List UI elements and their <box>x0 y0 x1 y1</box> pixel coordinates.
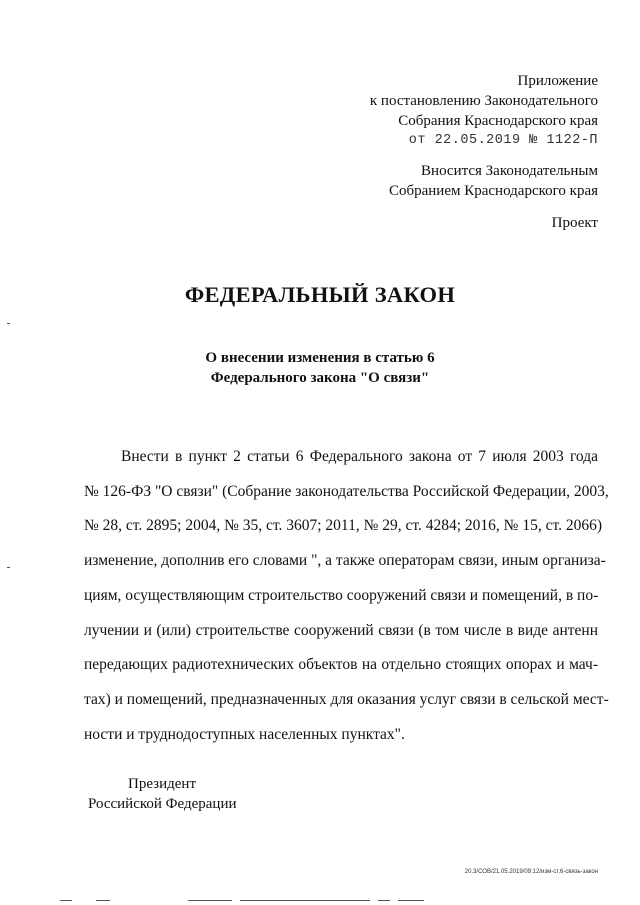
subject-line-1: О внесении изменения в статью 6 <box>205 350 435 366</box>
draft-label: Проект <box>551 215 598 231</box>
subject-line-2: Федерального закона "О связи" <box>210 370 430 386</box>
body-line: изменение, дополнив его словами ", а также операторам связи, иным организа- <box>84 552 606 570</box>
scan-bottom-rule <box>96 900 110 901</box>
signature-line-2: Российской Федерации <box>88 796 237 812</box>
submitted-line-2: Собранием Краснодарского края <box>388 183 598 199</box>
body-line: передающих радиотехнических объектов на отдельно стоящих опорах и мач- <box>84 656 598 674</box>
scan-mark <box>7 323 10 324</box>
signature-block <box>88 774 237 814</box>
body-line: Внести в пункт 2 статьи 6 Федерального закона от 7 июля 2003 года <box>121 448 598 465</box>
law-title: ФЕДЕРАЛЬНЫЙ ЗАКОН <box>184 282 456 307</box>
body-line: № 28, ст. 2895; 2004, № 35, ст. 3607; 2011, № 29, ст. 4284; 2016, № 15, ст. 2066) <box>84 517 602 535</box>
submitted-by-block <box>389 161 598 201</box>
registration-stamp: от 22.05.2019 № 1122-П <box>408 133 598 148</box>
signature-line-1: Президент <box>128 776 196 792</box>
submitted-line-1: Вносится Законодательным <box>421 163 598 179</box>
body-line: ности и труднодоступных населенных пунктах". <box>84 725 405 743</box>
appendix-line-3: Собрания Краснодарского края <box>398 113 598 129</box>
appendix-line-2: к постановлению Законодательного <box>369 93 598 109</box>
appendix-line-1: Приложение <box>517 73 598 89</box>
scan-bottom-rule <box>240 900 370 901</box>
law-body-paragraph <box>84 440 609 752</box>
law-subject <box>0 348 640 388</box>
appendix-block <box>370 71 598 151</box>
scan-bottom-rule <box>60 900 72 901</box>
scan-bottom-rule <box>378 900 390 901</box>
body-line: циям, осуществляющим строительство сооружений связи и помещений, в по- <box>84 586 599 604</box>
scan-bottom-rule <box>398 900 424 901</box>
body-line: № 126-ФЗ "О связи" (Собрание законодательства Российской Федерации, 2003, <box>84 482 609 500</box>
scan-mark <box>7 567 10 568</box>
body-line: лучении и (или) строительстве сооружений связи (в том числе в виде антенн <box>84 621 598 639</box>
footer-file-code: 20.3/СОВ/21.05.2019/09:12/изм-ст.6-связь-закон <box>464 869 598 875</box>
scan-bottom-rule <box>188 900 232 901</box>
body-line: тах) и помещений, предназначенных для оказания услуг связи в сельской мест- <box>84 690 609 708</box>
